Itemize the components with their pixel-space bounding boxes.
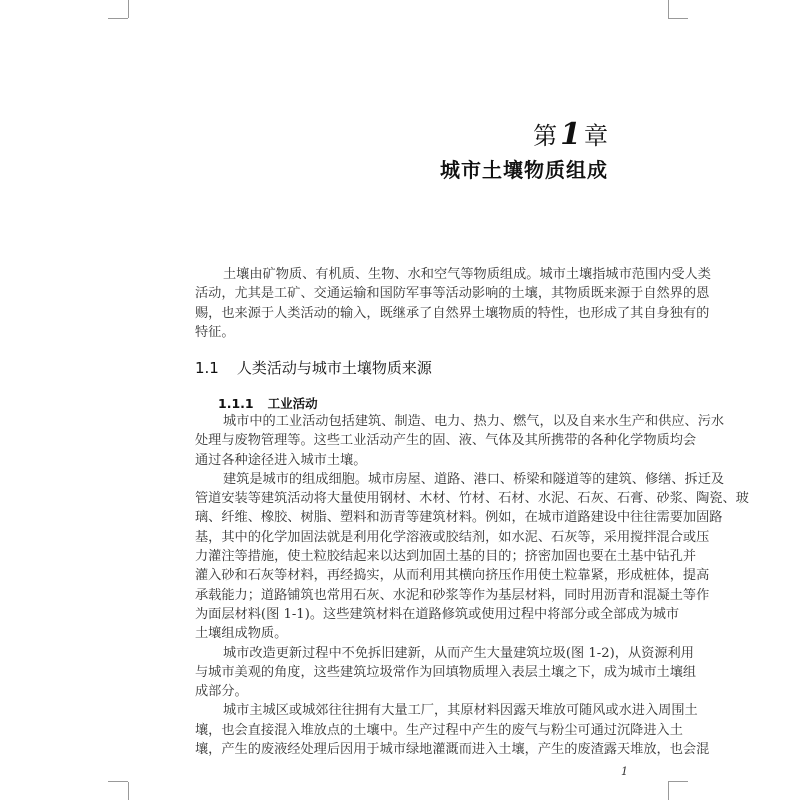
subsection-title: 工业活动 [267,396,318,411]
paragraph [195,470,749,644]
page-number: 1 [621,765,628,778]
text-line: 土壤组成物质。 [195,626,288,642]
text-line: 特征。 [195,324,235,340]
paragraph [195,644,697,702]
text-line: 承载能力；道路铺筑也常用石灰、水泥和砂浆等作为基层材料，同时用沥青和混凝土等作 [195,587,710,603]
text-line: 基，其中的化学加固法就是利用化学溶液或胶结剂，如水泥、石灰等，采用搅拌混合或压 [195,529,710,545]
text-line: 管道安装等建筑活动将大量使用钢材、木材、竹材、石材、水泥、石灰、石膏、砂浆、陶瓷、玻 [195,491,749,507]
chapter-title: 城市土壤物质组成 [440,158,608,182]
text-line: 建筑是城市的组成细胞。城市房屋、道路、港口、桥梁和隧道等的建筑、修缮、拆迁及 [223,471,725,487]
text-line: 城市改造更新过程中不免拆旧建新，从而产生大量建筑垃圾(图 1-2)，从资源利用 [223,645,694,661]
subsection-heading [218,394,318,412]
crop-mark [668,782,669,800]
crop-mark [108,781,128,782]
text-line: 成部分。 [195,684,248,700]
crop-mark [128,782,129,800]
text-line: 土壤由矿物质、有机质、生物、水和空气等物质组成。城市土壤指城市范围内受人类 [223,267,711,282]
text-line: 璃、纤维、橡胶、树脂、塑料和沥青等建筑材料。例如，在城市道路建设中往往需要加固路 [195,510,723,526]
chapter-prefix: 第 [533,122,558,150]
body-text [195,412,749,759]
text-line: 处理与废物管理等。这些工业活动产生的固、液、气体及其所携带的各种化学物质均会 [195,433,697,449]
text-line: 力灌注等措施，使土粒胶结起来以达到加固土基的目的；挤密加固也要在土基中钻孔并 [195,549,697,565]
text-line: 城市中的工业活动包括建筑、制造、电力、热力、燃气，以及自来水生产和供应、污水 [223,414,725,429]
chapter-suffix: 章 [584,122,608,150]
section-title: 人类活动与城市土壤物质来源 [236,359,432,377]
subsection-number: 1.1.1 [218,396,254,411]
text-line: 为面层材料(图 1-1)。这些建筑材料在道路修筑或使用过程中将部分或全部成为城市 [195,606,680,622]
crop-mark [128,0,129,18]
text-line: 活动，尤其是工矿、交通运输和国防军事等活动影响的土壤，其物质既来源于自然界的恩 [195,286,710,302]
section-heading [195,357,432,378]
crop-mark [668,781,688,782]
paragraph [195,412,725,470]
paragraph [195,701,710,759]
chapter-number: 1 [560,117,581,152]
section-number: 1.1 [195,359,219,377]
crop-mark [668,0,669,18]
text-line: 壤，也会直接混入堆放点的土壤中。生产过程中产生的废气与粉尘可通过沉降进入土 [195,722,683,738]
text-line: 灌入砂和石灰等材料，再经捣实，从而利用其横向挤压作用使土粒靠紧，形成桩体，提高 [195,568,710,584]
text-line: 与城市美观的角度，这些建筑垃圾常作为回填物质埋入表层土壤之下，成为城市土壤组 [195,664,697,680]
crop-mark [108,18,128,19]
crop-mark [668,18,688,19]
text-line: 壤，产生的废液经处理后因用于城市绿地灌溉而进入土壤，产生的废渣露天堆放，也会混 [195,742,710,758]
chapter-heading [533,116,608,152]
intro-paragraph [195,265,711,342]
text-line: 通过各种途径进入城市土壤。 [195,452,367,468]
text-line: 城市主城区或城郊往往拥有大量工厂，其原材料因露天堆放可随风或水进入周围土 [223,703,698,719]
text-line: 赐，也来源于人类活动的输入，既继承了自然界土壤物质的特性，也形成了其自身独有的 [195,305,710,321]
